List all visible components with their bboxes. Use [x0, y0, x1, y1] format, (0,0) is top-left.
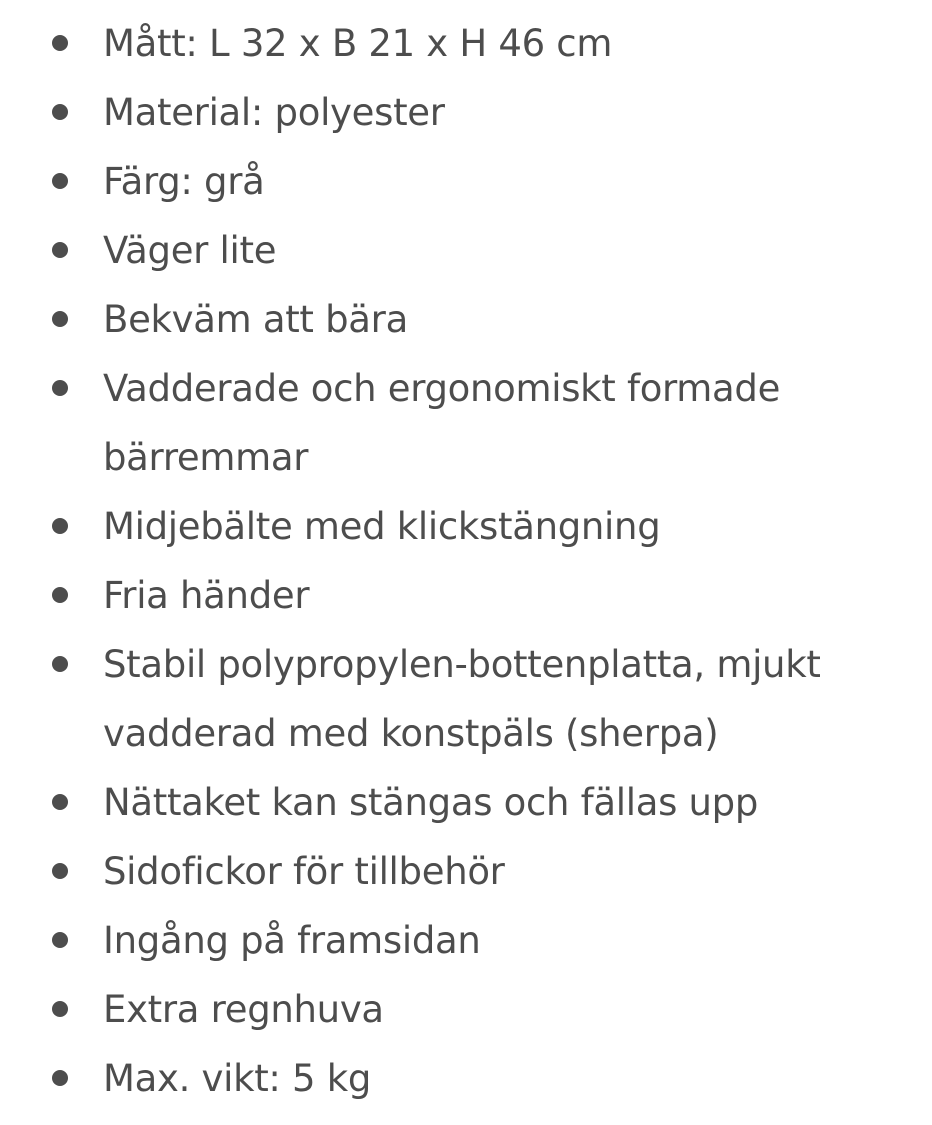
product-spec-list [0, 9, 932, 1113]
spec-item-waist-belt [0, 492, 932, 561]
spec-item-max-weight [0, 1044, 932, 1113]
bullet-icon [52, 1001, 68, 1017]
bullet-icon [52, 1070, 68, 1086]
spec-item-comfort [0, 285, 932, 354]
spec-item-net-roof [0, 768, 932, 837]
spec-item-text: Mått: L 32 x B 21 x H 46 cm [103, 22, 613, 65]
spec-item-text: Extra regnhuva [103, 988, 384, 1031]
spec-item-color [0, 147, 932, 216]
spec-item-straps [0, 354, 932, 492]
spec-item-text: Fria händer [103, 574, 310, 617]
spec-item-front-entry [0, 906, 932, 975]
bullet-icon [52, 863, 68, 879]
spec-item-rain-cover [0, 975, 932, 1044]
bullet-icon [52, 794, 68, 810]
spec-item-text: Nättaket kan stängas och fällas upp [103, 781, 759, 824]
bullet-icon [52, 242, 68, 258]
bullet-icon [52, 932, 68, 948]
bullet-icon [52, 587, 68, 603]
spec-item-material [0, 78, 932, 147]
spec-item-text: Stabil polypropylen-bottenplatta, mjukt [103, 643, 821, 686]
spec-item-text: Material: polyester [103, 91, 445, 134]
bullet-icon [52, 311, 68, 327]
bullet-icon [52, 104, 68, 120]
spec-item-dimensions [0, 9, 932, 78]
spec-item-text-continued: vadderad med konstpäls (sherpa) [103, 712, 719, 755]
spec-item-text: Max. vikt: 5 kg [103, 1057, 372, 1100]
spec-item-text: Väger lite [103, 229, 277, 272]
bullet-icon [52, 173, 68, 189]
bullet-icon [52, 35, 68, 51]
spec-item-text: Midjebälte med klickstängning [103, 505, 661, 548]
bullet-icon [52, 518, 68, 534]
spec-item-text: Färg: grå [103, 160, 265, 203]
spec-item-text: Ingång på framsidan [103, 919, 481, 962]
spec-item-text-continued: bärremmar [103, 436, 309, 479]
spec-item-side-pockets [0, 837, 932, 906]
spec-item-weight [0, 216, 932, 285]
spec-item-base-plate [0, 630, 932, 768]
spec-item-text: Bekväm att bära [103, 298, 408, 341]
spec-item-text: Sidofickor för tillbehör [103, 850, 505, 893]
spec-item-text: Vadderade och ergonomiskt formade [103, 367, 781, 410]
bullet-icon [52, 380, 68, 396]
spec-item-hands-free [0, 561, 932, 630]
bullet-icon [52, 656, 68, 672]
